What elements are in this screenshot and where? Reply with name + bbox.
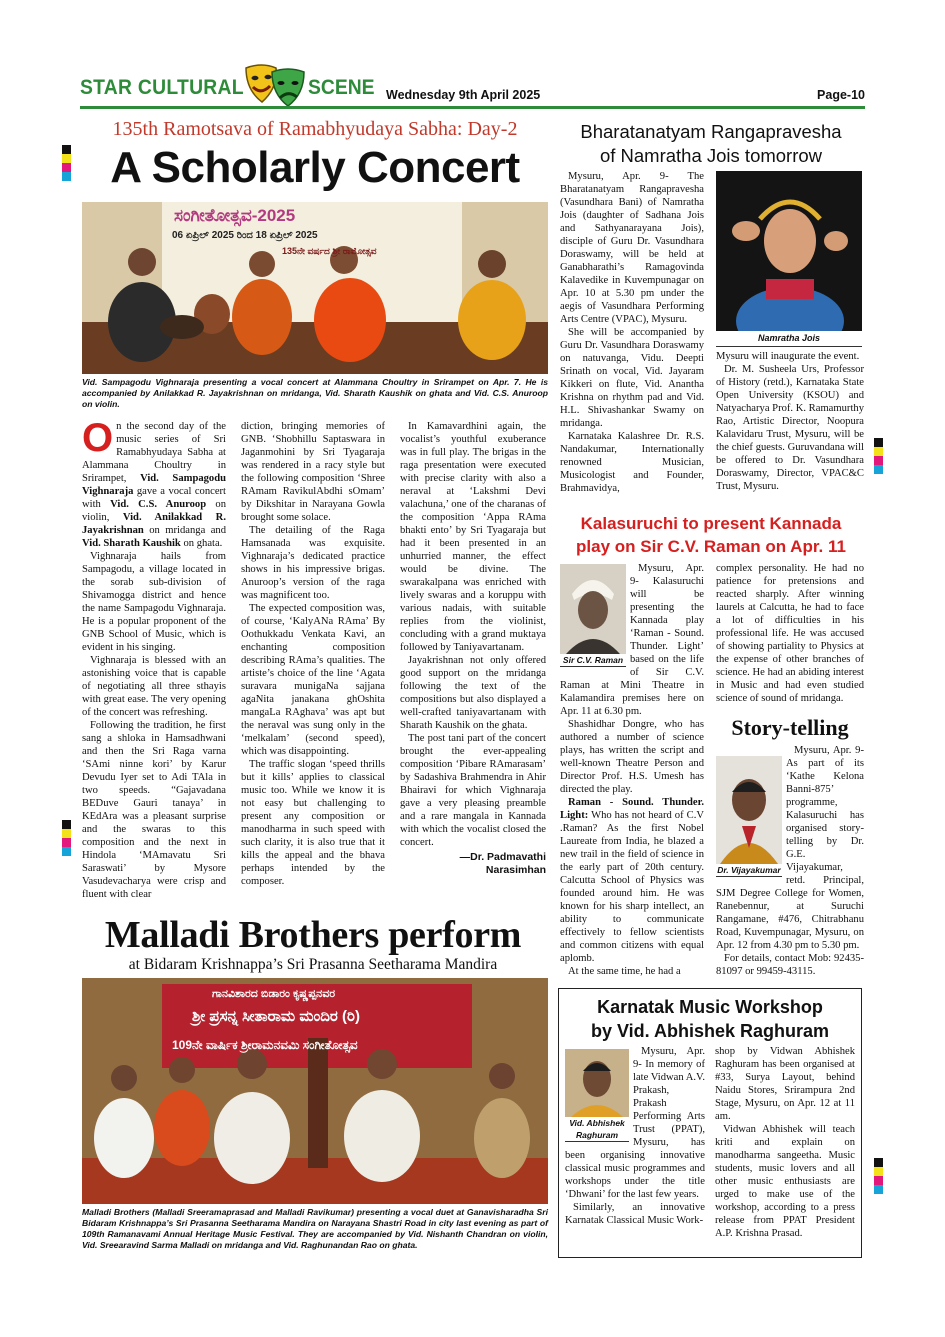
registration-marks-left (62, 145, 71, 181)
abhishek-photo (565, 1049, 629, 1117)
masthead-brand-left: STAR CULTURAL (80, 76, 244, 99)
registration-marks-right-bottom (874, 1158, 883, 1194)
namratha-photo-rule (716, 346, 862, 347)
drop-cap: O (82, 420, 114, 460)
malladi-subhead: at Bidaram Krishnappa’s Sri Prasanna Seetharama Mandira (128, 956, 498, 973)
workshop-box (558, 988, 862, 1258)
workshop-column-right: shop by Vidwan Abhishek Raghuram has been organised at #33, Surya Layout, behind Naidu Stores, Srirampura 2nd Stage, Mysuru, on Apr. 12 at 11 am. Vidwan Abhishek will teach kriti and explain on manodharma sangeetha. Music students, music lovers and all other music enthusiasts are urged to make use of the workshop, according to a press release from PPAT President A.P. Krishna Prasad. (715, 1046, 855, 1239)
masthead-brand-right: SCENE (308, 76, 375, 99)
malladi-photo (82, 978, 548, 1204)
concert-photo (82, 202, 548, 374)
vijayakumar-photo (716, 756, 782, 864)
workshop-column-left: Vid. Abhishek Raghuram Mysuru, Apr. 9- In memory of late Vidwan A.V. Prakash, Prakash Performing Arts Trust (PPAT), Mysuru, has been organising innovative classical music programmes and workshops under the title ‘Dhwani’ for the last few years. Similarly, an innovative Karnatak Classical Music Work- (565, 1046, 705, 1226)
theatre-masks-icon (240, 62, 310, 108)
masthead (80, 62, 865, 110)
masthead-date: Wednesday 9th April 2025 (386, 88, 541, 102)
cv-raman-photo-label: Sir C.V. Raman (560, 654, 626, 667)
concert-column-3: In Kamavardhini again, the vocalist’s youthful exuberance was in full play. The brigas in the raga presentation were executed with precise clarity with also a neraval at ‘Lakshmi Devi valachuna,’ one of the charanas of the composition ‘Appa RAma bhakti ento’ by Sri Tyagaraja but had it been presented in an unhurried manner, the effect would be divine. The swarakalpana was enriched with lively swaras and a koruppu with various nadais, with suitable replies from the violinist, concluding with a grand muktaya followed by Taniyavartanam. Jayakrishnan not only offered good support on the mridanga following the text of the compositions but also displayed a well-crafted taniyavartanam with Sharath Kaushik on the ghata. The post tani part of the concert brought the ever-appealing composition ‘Pibare RAmarasam’ by Sadashiva Brahmendra in Ahir Bhairavi for which Vighnaraja gave a very pleasing preamble and a rare mangala in Kannada with which the vocalist closed the concert. —Dr. Padmavathi Narasimhan (400, 421, 546, 876)
bharatanatyam-column-right: Mysuru will inaugurate the event. Dr. M. Susheela Urs, Professor of History (retd.), Karnataka State Open University (KSOU) and Natyacharya Prof. K. Ramamurthy Rao, Artistic Director, Noopura Kalavidaru Trust, Mysuru, will be the chief guests. Guruvandana will be offered to Dr. Vasundhara Doraswamy, Director, VPAC&C Trust, Mysuru. (716, 351, 864, 492)
masthead-rule (80, 106, 865, 109)
malladi-banner-line-3: 109ನೇ ವಾರ್ಷಿಕ ಶ್ರೀರಾಮನವಮಿ ಸಂಗೀತೋತ್ಸವ (172, 1038, 358, 1052)
storytelling-column: Dr. Vijayakumar Mysuru, Apr. 9- As part of its ‘Kathe Kelona Banni-875’ programme, Kalasuruchi has organised story-telling by Dr. G.E. Vijayakumar, retd. Principal, SJM Degree College for Women, Ranebennur, at Suruchi Rangamane, #476, Chitrabhanu Road, Kuvempunagar, Mysuru, on Apr. 12 from 4.30 pm to 5.30 pm. For details, contact Mob: 92435-81097 or 99459-43115. (716, 745, 864, 977)
malladi-headline: Malladi Brothers perform (104, 914, 522, 956)
bharatanatyam-headline: Bharatanatyam Rangapravesha of Namratha Jois tomorrow (580, 121, 842, 166)
cv-raman-photo-box (560, 564, 626, 668)
concert-banner-dates: 06 ಏಪ್ರಿಲ್ 2025 ರಿಂದ 18 ಏಪ್ರಿಲ್ 2025 (172, 230, 318, 241)
concert-column-2: diction, bringing memories of GNB. ‘Shobhillu Saptaswara in Jaganmohini by Sri Tyagaraja was rendered in a racy style but the following composition ‘Shree RAmam RavikulAbdhi sOmam’ by Dikshitar in Narayana Gowla brought some solace. The detailing of the Raga Hamsanada was exquisite. Vighnaraja’s dedicated practice shows in his impressive brigas. Anuroop’s version of the raga was magnificent too. The expected composition was, of course, ‘KalyANa RAma’ By Oothukkadu Venkata Kavi, an enchanting composition describing RAma’s qualities. The artiste’s choice of the line ‘Agata suravara munigaNa sajjana agaNita janakana ghOshita mangaLa RAghava’ was apt but the neraval was sung only in the ‘melkalam’ (second speed), which was disappointing. The traffic slogan ‘speed thrills but it kills’ applies to classical music too. While we know it is not easy but challenging to present any composition or manodharma in such speed with such clarity, it is also true that it kills the appeal and the bhava perhaps intended by the composer. (241, 421, 385, 887)
kalasuruchi-column-right: complex personality. He had no patience for pretensions and reacted sharply. After winning laurels at Calcutta, he had to face a lot of difficulties in his professional life. He was accused of showing partiality to Physics at the expense of other branches of science. He had an abiding interest in Music and had even studied science of sound of mridanga. (716, 563, 864, 704)
namratha-photo (716, 171, 862, 331)
abhishek-photo-box (565, 1049, 629, 1145)
kalasuruchi-headline: Kalasuruchi to present Kannada play on Sir C.V. Raman on Apr. 11 (576, 514, 846, 556)
concert-byline: —Dr. Padmavathi Narasimhan (459, 851, 546, 876)
kalasuruchi-column-left: Sir C.V. Raman Mysuru, Apr. 9- Kalasuruchi will be presenting the Kannada play ‘Raman - Sound. Thunder. Light’ based on the life of Sir C.V. Raman at Mini Theatre in Kalamandira premises here on Apr. 11 at 6.30 pm. Shashidhar Dongre, who has authored a number of science plays, has written the script and well-known Theatre Person and Director Prof. H.S. Umesh has directed the play. Raman - Sound. Thunder. Light: Who has not heard of C.V .Raman? As the first Nobel Laureate from India, he blazed a new trail in the field of science in the early part of 20th century. Calcutta School of Physics was founded around him. He was known for his sharp intellect, an ability to communicate effectively to fellow scientists and common citizens with equal aplomb. At the same time, he had a (560, 563, 704, 977)
abhishek-photo-label: Vid. Abhishek Raghuram (565, 1117, 629, 1142)
malladi-photo-caption: Malladi Brothers (Malladi Sreeramaprasad and Malladi Ravikumar) presenting a vocal duet at Ganavisharadha Sri Bidaram Krishnappa’s Sri Prasanna Seetharama Mandira on Narayana Shastri Road in city last evening as part of 109th Ramanavami Annual Heritage Music Festival. They are accompanied by Vid. Nishanth Chandran on violin, Vid. Sreearavind Sarma Malladi on mridanga and Vid. Raghunandan Rao on ghata. (82, 1207, 548, 1250)
cv-raman-photo (560, 564, 626, 654)
concert-column-1: On the second day of the music series of Sri Ramabhyudaya Sabha at Alammana Choultry in Srirampet, Vid. Sampagodu Vighnaraja gave a vocal concert with Vid. C.S. Anuroop on violin, Vid. Anilakkad R. Jayakrishnan on mridanga and Vid. Sharath Kaushik on ghata. Vighnaraja hails from Sampagodu, a village located in the sorab sub-division of Shivamogga district and hence the name Sampagodu Vighnaraja. He is a popular proponent of the GNB School of Music, which is evident in his singing. Vighnaraja is blessed with an astonishing voice that is capable of negotiating all three sthayis with great ease. The very opening of the concert was refreshing. Following the tradition, he first sang a shloka in Hamsadhwani and then the Sri Raga varna ‘SAmi ninne kori’ by Karur Devudu Iyer set to Adi TAla in two speeds. “Gajavadana BEDuve Gauri tanaya’ in KEdAra was a pleasant surprise and the swaras to this composition and the next in Hindola ‘MAmavatu Sri Saraswati’ by Mysore Vasudevacharya were crisp and fluent with clear (82, 420, 226, 900)
concert-kicker: 135th Ramotsava of Ramabhyudaya Sabha: Day-2 (112, 118, 518, 140)
workshop-headline: Karnatak Music Workshop by Vid. Abhishek Raghuram (590, 997, 830, 1041)
storytelling-headline: Story-telling (731, 715, 849, 740)
concert-banner-sub: 135ನೇ ವರ್ಷದ ಶ್ರೀ ರಾಮೋತ್ಸವ (282, 246, 377, 256)
registration-marks-left-bottom (62, 820, 71, 856)
malladi-banner-line-1: ಗಾನವಿಶಾರದ ಬಿಡಾರಂ ಕೃಷ್ಣಪ್ಪನವರ (212, 988, 336, 1000)
concert-headline: A Scholarly Concert (110, 143, 520, 192)
concert-photo-caption: Vid. Sampagodu Vighnaraja presenting a vocal concert at Alammana Choultry in Srirampet on Apr. 7. He is accompanied by Anilakkad R. Jayakrishnan on mridanga, Vid. Sharath Kaushik on ghata and Vid. C.S. Anuroop on violin. (82, 377, 548, 409)
namratha-photo-label: Namratha Jois (757, 333, 821, 343)
page-number: Page-10 (817, 88, 865, 102)
malladi-banner-line-2: ಶ್ರೀ ಪ್ರಸನ್ನ ಸೀತಾರಾಮ ಮಂದಿರ (ರಿ) (192, 1008, 360, 1025)
bharatanatyam-column-left: Mysuru, Apr. 9- The Bharatanatyam Rangapravesha (Vasundhara Bani) of Namratha Jois (daughter of Sadhana Jois and Sathyanarayana Jois), disciple of Guru Dr. Vasundhara Doraswamy, will be held at Ganabharathi’s Ramagovinda Kalavedike in Kuvempunagar on Apr. 10 at 5.30 pm under the aegis of Vasundhara Performing Arts Centre (VPAC), Mysuru. She will be accompanied by Guru Dr. Vasundhara Doraswamy on natuvanga, Vidu. Deepti Srinath on vocal, Vid. Jayaram Kikkeri on flute, Vid. Anantha Krishna on rhythm pad and Vid. H.L. Shivashankar Swamy on mridanga. Karnataka Kalashree Dr. R.S. Nandakumar, Internationally renowned Musician, Musicologist and Founder, Brahmavidya, (560, 171, 704, 494)
vijayakumar-photo-box (716, 756, 782, 880)
concert-banner-text: ಸಂಗೀತೋತ್ಸವ-2025 (174, 206, 296, 225)
vijayakumar-photo-label: Dr. Vijayakumar (717, 865, 781, 875)
registration-marks-right (874, 438, 883, 474)
